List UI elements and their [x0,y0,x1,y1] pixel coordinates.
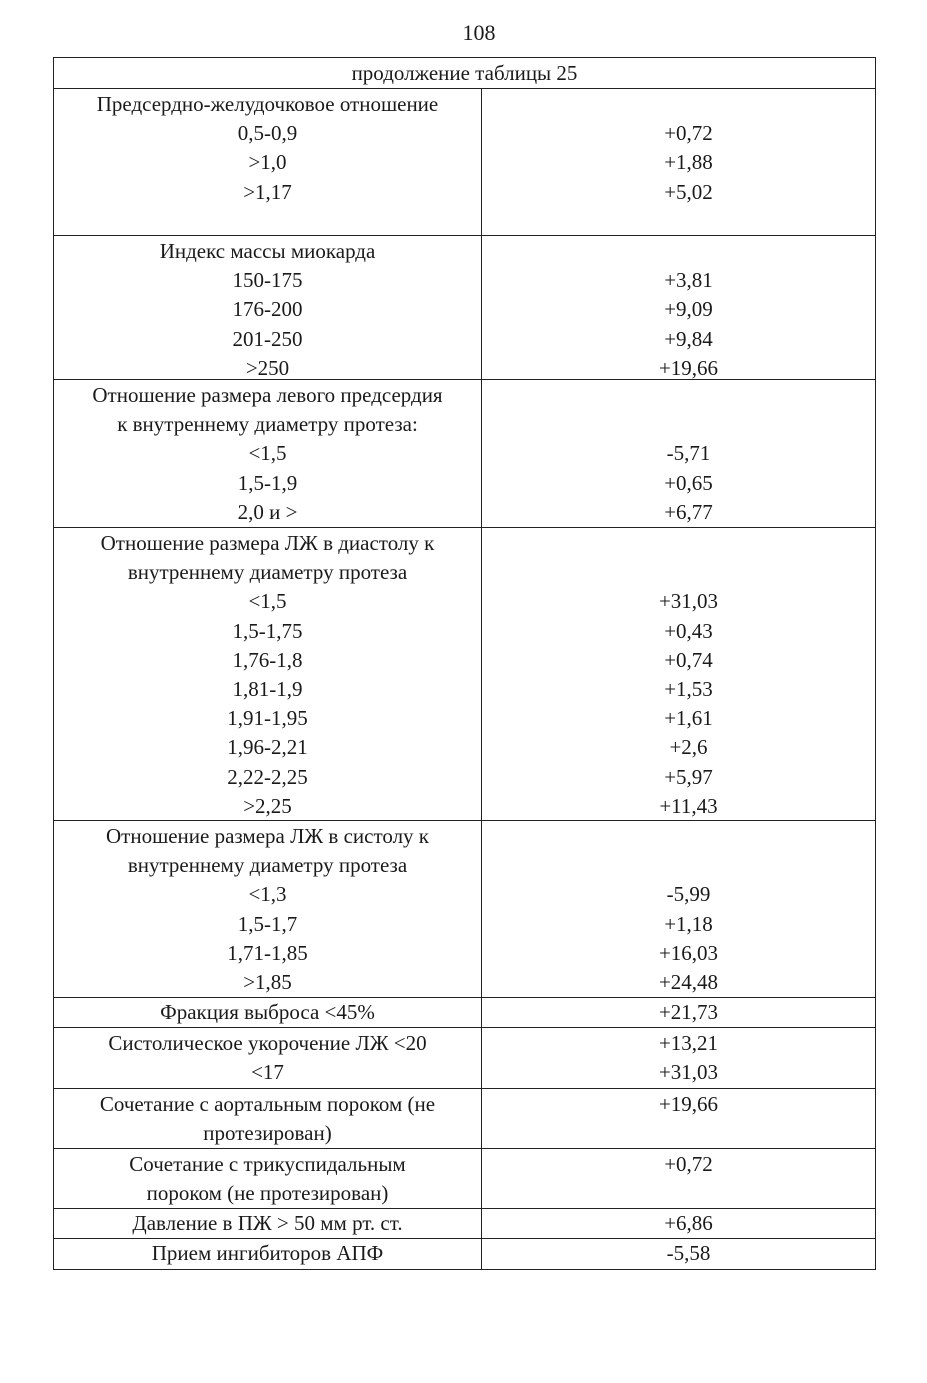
parameter-heading: внутреннему диаметру протеза [127,560,408,585]
parameter-cell [54,1149,482,1208]
parameter-heading: Систолическое укорочение ЛЖ <20 [108,1031,427,1055]
value-spacer [502,822,875,851]
value: +0,65 [664,470,713,495]
table-row [54,1239,875,1269]
value: +21,73 [658,1000,719,1024]
parameter-range: 1,71-1,85 [227,940,308,965]
parameter-range: 1,81-1,9 [232,677,303,702]
parameter-range: <1,5 [248,589,287,614]
value: +9,84 [664,326,713,351]
value: +5,02 [664,179,713,204]
value: +9,09 [664,297,713,322]
table-row [54,821,875,998]
value-spacer [502,529,875,558]
parameter-range: 1,5-1,9 [237,470,298,495]
value-spacer [502,558,875,587]
parameter-heading: Отношение размера ЛЖ в систолу к [105,824,430,848]
parameter-range: >250 [245,355,290,380]
parameter-range: 150-175 [232,268,303,293]
value: +0,72 [664,1152,713,1176]
parameter-range: 1,5-1,75 [232,618,303,643]
value: +31,03 [658,1060,719,1085]
table-caption: продолжение таблицы 25 [54,58,875,89]
parameter-range: 176-200 [232,297,303,322]
parameter-heading: внутреннему диаметру протеза [127,853,408,878]
value: +1,18 [664,911,713,936]
value-cell [482,89,875,235]
parameter-range: >1,17 [243,179,292,204]
value-cell [482,1209,875,1238]
table-row [54,998,875,1028]
parameter-heading: Сочетание с аортальным пороком (не [99,1092,436,1116]
value-cell [482,821,875,997]
value: +16,03 [658,940,719,965]
value: +2,6 [669,735,708,760]
parameter-range: 2,0 и > [237,499,298,524]
value: +31,03 [658,589,719,614]
parameter-range: >1,0 [248,150,287,175]
value: +1,88 [664,150,713,175]
value: -5,99 [666,882,711,907]
parameter-range: 201-250 [232,326,303,351]
parameter-cell [54,89,482,235]
parameter-heading: протезирован) [203,1121,332,1146]
value-cell [482,1089,875,1148]
parameter-range: 1,96-2,21 [227,735,308,760]
parameter-heading: Сочетание с трикуспидальным [129,1152,406,1176]
table-row [54,528,875,821]
parameter-cell [54,1089,482,1148]
value: -5,58 [666,1241,711,1265]
value-cell [482,528,875,820]
parameter-cell [54,998,482,1027]
value: +11,43 [659,793,718,818]
parameter-heading: Фракция выброса <45% [160,1000,375,1024]
value-spacer [502,851,875,880]
table-row [54,236,875,380]
value-cell [482,998,875,1027]
value-spacer [502,410,875,439]
parameter-cell [54,380,482,527]
table-row [54,1089,875,1149]
value: +1,61 [664,706,713,731]
parameter-cell [54,528,482,820]
parameter-range: <1,3 [248,882,287,907]
value: +24,48 [658,969,719,994]
table-row [54,89,875,236]
parameter-heading: Предсердно-желудочковое отношение [96,92,439,116]
value-cell [482,1149,875,1208]
value: +0,72 [664,121,713,146]
parameter-range: 1,91-1,95 [227,706,308,731]
parameter-range: >1,85 [243,970,292,995]
parameter-cell [54,821,482,997]
table-row [54,1028,875,1089]
parameter-range: >2,25 [243,793,292,818]
value: +19,66 [658,355,719,380]
value: +0,43 [664,618,713,643]
value: +6,77 [664,499,713,524]
table-row [54,1149,875,1209]
value-spacer [502,381,875,410]
value-spacer [502,90,875,119]
parameter-heading: Отношение размера ЛЖ в диастолу к [100,531,435,555]
parameter-cell [54,236,482,379]
value: +19,66 [658,1092,719,1116]
value: +3,81 [664,268,713,293]
parameter-heading: Давление в ПЖ > 50 мм рт. ст. [132,1211,403,1235]
parameter-cell [54,1209,482,1238]
parameter-range: 1,76-1,8 [232,647,303,672]
parameter-heading: Отношение размера левого предсердия [92,383,443,407]
parameter-heading: Прием ингибиторов АПФ [151,1241,384,1265]
value: +13,21 [658,1031,719,1055]
parameter-heading: к внутреннему диаметру протеза: [117,412,418,437]
parameter-range: 0,5-0,9 [237,121,298,146]
parameter-cell [54,1028,482,1088]
value-spacer [502,237,875,266]
value: +1,53 [664,676,713,701]
parameter-cell [54,1239,482,1269]
table-row [54,1209,875,1239]
parameter-range: 1,5-1,7 [237,911,298,936]
page-number: 108 [462,20,496,45]
value-cell [482,236,875,379]
value: +6,86 [664,1211,713,1235]
table-row [54,380,875,528]
value: +0,74 [664,647,713,672]
parameter-range: 2,22-2,25 [227,764,308,789]
data-table [53,57,876,1270]
value-cell [482,1239,875,1269]
value: +5,97 [664,764,713,789]
value: -5,71 [666,441,711,466]
parameter-range: <17 [251,1060,284,1085]
parameter-heading: Индекс массы миокарда [159,239,376,263]
value-cell [482,1028,875,1088]
value-cell [482,380,875,527]
parameter-range: <1,5 [248,441,287,466]
parameter-heading: пороком (не протезирован) [146,1181,389,1206]
